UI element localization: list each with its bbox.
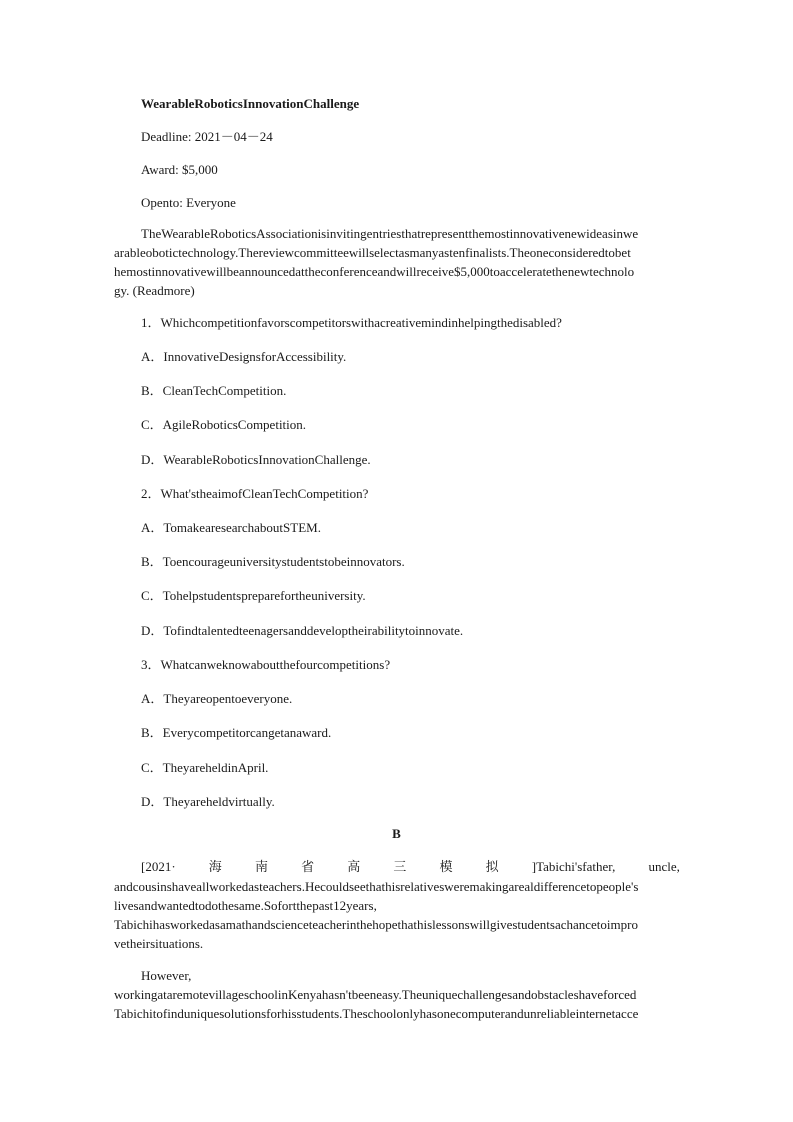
question-2-option-d: D．Tofindtalentedteenagersanddeveloptheirabilitytoinnovate. (141, 623, 464, 638)
question-3-option-c: C．TheyareheldinApril. (141, 760, 269, 775)
question-stem-3: 3．Whatcanweknowaboutthefourcompetitions? (141, 657, 391, 672)
passage-line: livesandwantedtodothesame.Sofortthepast12years, (114, 898, 377, 913)
award-text: Award: $5,000 (141, 162, 218, 177)
description-line: hemostinnovativewillbeannouncedattheconferenceandwillreceive$5,000toacceleratethenewtechnolo (114, 264, 635, 279)
passage-line: Tabichitofinduniquesolutionsforhisstudents.Theschoolonlyhasonecomputerandunreliableinternetacce (114, 1006, 639, 1021)
question-3-option-d: D．Theyareheldvirtually. (141, 794, 275, 809)
question-2-option-a: A．TomakearesearchaboutSTEM. (141, 520, 321, 535)
question-stem-2: 2．What'stheaimofCleanTechCompetition? (141, 486, 369, 501)
passage-first-line (141, 858, 680, 876)
source-tag-text: 海 (208, 859, 222, 874)
question-2-option-c: C．Tohelpstudentspreparefortheuniversity. (141, 588, 366, 603)
source-tag-text: 三 (393, 859, 407, 874)
question-3-option-a: A．Theyareopentoeveryone. (141, 691, 293, 706)
source-tag-text: 南 (254, 859, 268, 874)
source-tag-text: 模 (439, 859, 453, 874)
question-1-option-a: A．InnovativeDesignsforAccessibility. (141, 349, 347, 364)
competition-title: WearableRoboticsInnovationChallenge (141, 96, 360, 111)
question-stem-1: 1．Whichcompetitionfavorscompetitorswithacreativemindinhelpingthedisabled? (141, 315, 562, 330)
passage-text: ]Tabichi'sfather, (531, 859, 616, 874)
description-line: arableobotictechnology.Thereviewcommitteewillselectasmanyastenfinalists.Theoneconsideredtobet (114, 245, 631, 260)
description-line: gy. (Readmore) (114, 283, 195, 298)
deadline-text: Deadline: 2021－04－24 (141, 129, 273, 144)
question-1-option-b: B．CleanTechCompetition. (141, 383, 287, 398)
description-line: TheWearableRoboticsAssociationisinvitingentriesthatrepresentthemostinnovativenewideasinwe (141, 226, 639, 241)
section-heading: B (392, 826, 401, 841)
question-1-option-c: C．AgileRoboticsCompetition. (141, 417, 307, 432)
passage-line: andcousinshaveallworkedasteachers.Hecouldseethathisrelativesweremakingarealdifferencetopeople's (114, 879, 639, 894)
source-tag-text: [2021· (141, 859, 176, 874)
question-3-option-b: B．Everycompetitorcangetanaward. (141, 725, 332, 740)
passage-line: However, (141, 968, 192, 983)
question-2-option-b: B．Toencourageuniversitystudentstobeinnovators. (141, 554, 405, 569)
source-tag-text: 省 (301, 859, 315, 874)
passage-line: workingataremotevillageschoolinKenyahasn'tbeeneasy.Theuniquechallengesandobstacleshaveforced (114, 987, 637, 1002)
passage-line: Tabichihasworkedasamathandscienceteacherinthehopethathislessonswillgivestudentsachancetoimpro (114, 917, 638, 932)
source-tag-text: 高 (347, 859, 361, 874)
passage-text: uncle, (648, 859, 680, 874)
source-tag-text: 拟 (485, 859, 499, 874)
question-1-option-d: D．WearableRoboticsInnovationChallenge. (141, 452, 371, 467)
passage-line: vetheirsituations. (114, 936, 204, 951)
open-to-text: Opento: Everyone (141, 195, 236, 210)
